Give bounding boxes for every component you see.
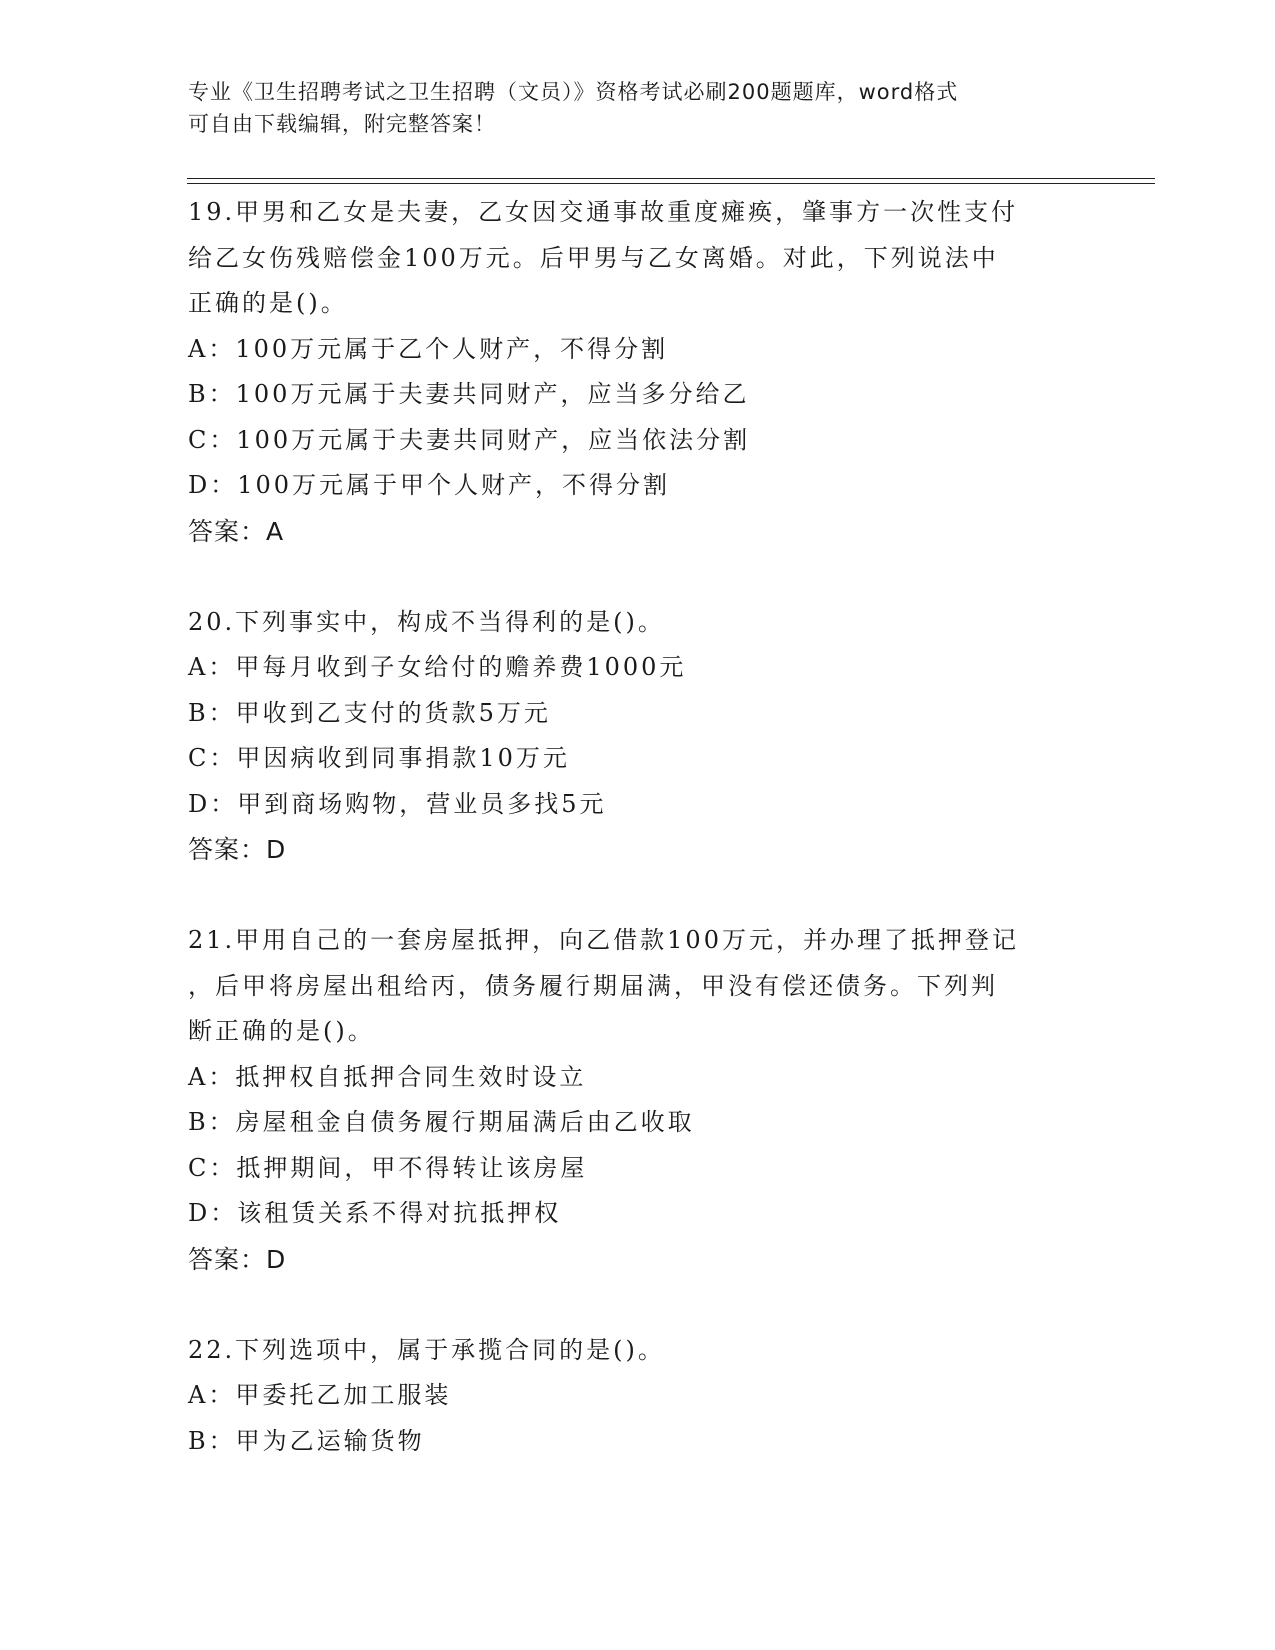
header-line-1: 专业《卫生招聘考试之卫生招聘（文员）》资格考试必刷200题题库，word格式 — [188, 80, 959, 104]
question-text-line: 21.甲用自己的一套房屋抵押，向乙借款100万元，并办理了抵押登记 — [188, 926, 1019, 954]
question-text-line: 给乙女伤残赔偿金100万元。后甲男与乙女离婚。对此，下列说法中 — [188, 243, 999, 272]
option-a: A：抵押权自抵押合同生效时设立 — [188, 1062, 587, 1091]
answer-label: 答案：D — [188, 1244, 287, 1274]
question-spacer — [188, 873, 1088, 919]
option-a: A：甲每月收到子女给付的赡养费1000元 — [188, 653, 687, 681]
option-d: D：甲到商场购物，营业员多找5元 — [188, 789, 607, 818]
option-b: B：甲为乙运输货物 — [188, 1426, 425, 1455]
option-c: C：100万元属于夫妻共同财产，应当依法分割 — [188, 425, 751, 454]
option-b: B：100万元属于夫妻共同财产，应当多分给乙 — [188, 380, 750, 408]
answer-label: 答案：A — [188, 516, 285, 546]
option-c: C：甲因病收到同事捐款10万元 — [188, 744, 570, 772]
option-b: B：甲收到乙支付的货款5万元 — [188, 698, 551, 727]
question-20 — [188, 600, 1088, 919]
question-text-line: 20.下列事实中，构成不当得利的是()。 — [188, 607, 665, 636]
header-line-2: 可自由下载编辑，附完整答案！ — [188, 112, 496, 136]
option-b: B：房屋租金自债务履行期届满后由乙收取 — [188, 1108, 695, 1136]
question-text-line: ，后甲将房屋出租给丙，债务履行期届满，甲没有偿还债务。下列判 — [188, 971, 998, 1000]
question-text-line: 正确的是()。 — [188, 289, 348, 317]
header-divider-bottom — [187, 183, 1155, 184]
answer-label: 答案：D — [188, 835, 287, 864]
question-text-line: 19.甲男和乙女是夫妻，乙女因交通事故重度瘫痪，肇事方一次性支付 — [188, 198, 1019, 226]
option-a: A：甲委托乙加工服装 — [188, 1381, 452, 1409]
question-22 — [188, 1328, 1088, 1465]
question-text-line: 22.下列选项中，属于承揽合同的是()。 — [188, 1335, 665, 1364]
question-list — [188, 190, 1088, 1464]
header-divider-top — [187, 178, 1155, 179]
option-d: D：100万元属于甲个人财产，不得分割 — [188, 471, 671, 499]
option-d: D：该租赁关系不得对抗抵押权 — [188, 1199, 562, 1227]
option-c: C：抵押期间，甲不得转让该房屋 — [188, 1153, 588, 1182]
question-text-line: 断正确的是()。 — [188, 1017, 375, 1045]
document-header — [188, 76, 1068, 140]
question-spacer — [188, 1282, 1088, 1328]
option-a: A：100万元属于乙个人财产，不得分割 — [188, 334, 669, 363]
question-spacer — [188, 554, 1088, 600]
question-21 — [188, 918, 1088, 1328]
question-19 — [188, 190, 1088, 600]
